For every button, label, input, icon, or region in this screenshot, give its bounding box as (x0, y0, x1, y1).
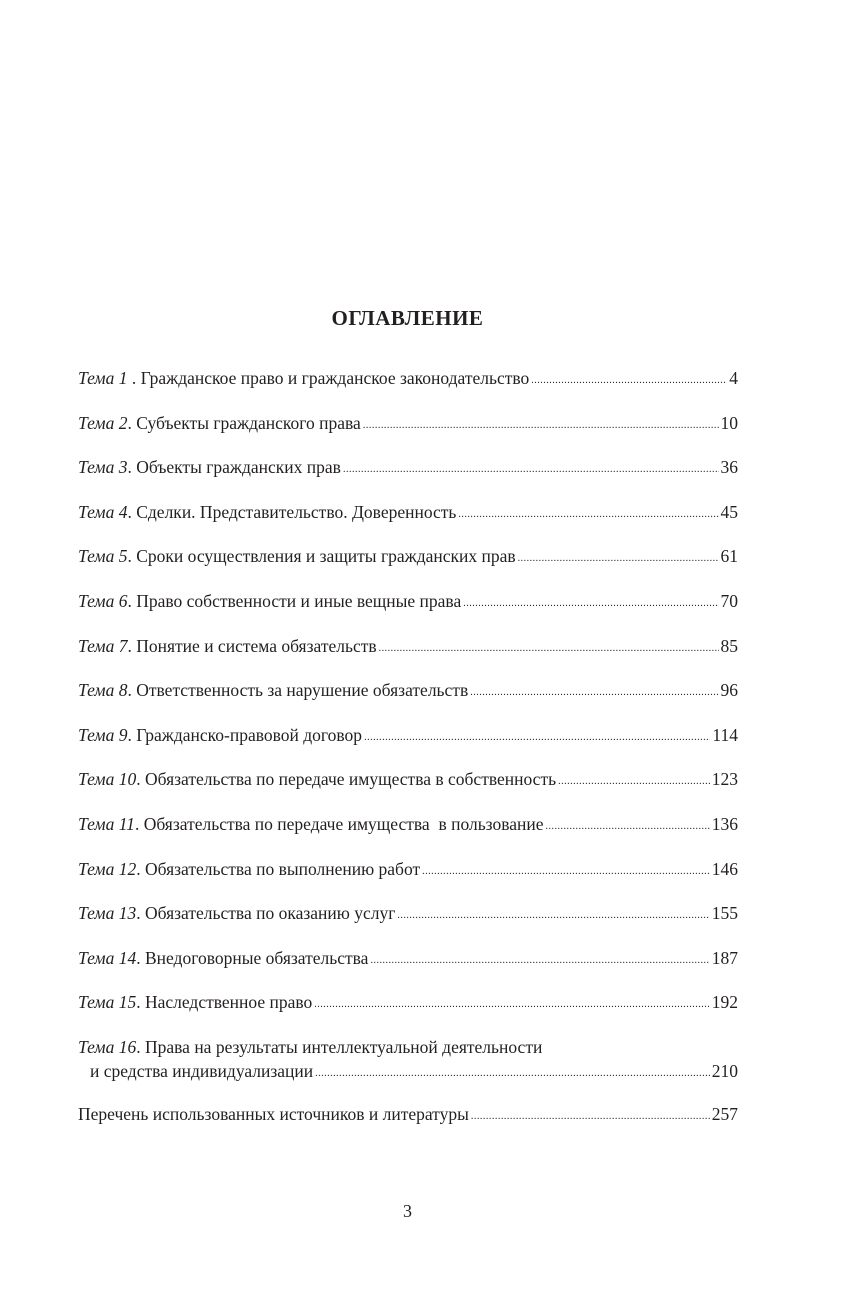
toc-item[interactable] (78, 589, 738, 634)
toc-separator: . (127, 724, 137, 745)
toc-item-title: Право собственности и иные вещные права (136, 590, 462, 611)
toc-topic-number: Тема 5 (78, 546, 128, 567)
toc-item[interactable] (78, 455, 738, 500)
toc-item-title: Понятие и система обязательств (136, 635, 377, 656)
toc-item[interactable] (78, 544, 738, 589)
toc-page-number: 123 (711, 769, 738, 790)
toc-item[interactable] (78, 723, 738, 768)
toc-page-number: 257 (711, 1103, 738, 1124)
toc-page-number: 70 (720, 590, 738, 611)
toc-separator: . (127, 590, 137, 611)
toc-topic-number: Тема 12 (78, 858, 137, 879)
toc-page-number: 136 (711, 813, 738, 834)
toc-topic-number: Тема 11 (78, 813, 135, 834)
toc-separator: . (136, 858, 145, 879)
toc-item-title: Обязательства по выполнению работ (144, 858, 421, 879)
toc-item-title: Права на результаты интеллектуальной деятельности (144, 1036, 543, 1057)
toc-page-number: 36 (720, 457, 738, 478)
toc-separator: . (136, 992, 145, 1013)
toc-topic-number: Тема 15 (78, 992, 137, 1013)
dot-leader (463, 592, 718, 616)
toc-topic-number: Тема 13 (78, 903, 137, 924)
toc-page-number: 4 (729, 368, 738, 388)
dot-leader (422, 860, 710, 884)
dot-leader (518, 547, 719, 571)
toc-item[interactable] (78, 990, 738, 1035)
toc-item-title: Обязательства по передаче имущества в пользование (143, 813, 544, 834)
dot-leader (531, 369, 727, 393)
toc-separator: . (136, 903, 145, 924)
toc-item-title: Объекты гражданских прав (136, 457, 341, 478)
toc-page-number: 146 (711, 858, 738, 879)
dot-leader (397, 904, 709, 928)
toc-item-title: Сделки. Представительство. Доверенность (136, 501, 457, 522)
toc-separator: . (127, 501, 137, 522)
toc-item[interactable] (78, 366, 738, 411)
toc-item[interactable] (78, 500, 738, 545)
toc-item-title: Ответственность за нарушение обязательств (136, 680, 469, 701)
toc-topic-number: Тема 7 (78, 635, 128, 656)
toc-separator: . (134, 813, 144, 834)
toc-separator: . (136, 769, 145, 790)
dot-leader (363, 414, 719, 438)
toc-page-number: 192 (711, 992, 738, 1013)
dot-leader (470, 681, 718, 705)
toc-topic-number: Тема 14 (78, 947, 137, 968)
toc-topic-number: Тема 6 (78, 590, 128, 611)
toc-item-references[interactable] (78, 1102, 738, 1132)
toc-item[interactable] (78, 857, 738, 902)
toc-page-number: 61 (720, 546, 738, 567)
dot-leader (343, 458, 719, 482)
toc-page-number: 45 (720, 501, 738, 522)
toc-item-title-continued: и средства индивидуализации (90, 1060, 314, 1081)
dot-leader (471, 1105, 710, 1129)
toc-item[interactable] (78, 812, 738, 857)
dot-leader (558, 770, 710, 794)
toc-separator: . (127, 680, 137, 701)
toc-item[interactable] (78, 767, 738, 812)
toc-title: ОГЛАВЛЕНИЕ (331, 306, 484, 330)
toc-topic-number: Тема 3 (78, 457, 128, 478)
toc-topic-number: Тема 2 (78, 412, 128, 433)
toc-page-number: 187 (711, 947, 738, 968)
toc-item[interactable] (78, 411, 738, 456)
toc-page-number: 210 (711, 1060, 738, 1081)
toc-page-number: 114 (712, 724, 738, 745)
dot-leader (458, 503, 718, 527)
toc-topic-number: Тема 10 (78, 769, 137, 790)
toc-item-title: Перечень использованных источников и литературы (78, 1103, 469, 1124)
dot-leader (364, 726, 710, 750)
toc-item[interactable] (78, 946, 738, 991)
dot-leader (379, 637, 719, 661)
dot-leader (370, 949, 709, 973)
toc-page-number: 85 (720, 635, 738, 656)
toc-topic-number: Тема 4 (78, 501, 128, 522)
dot-leader (315, 1062, 710, 1086)
toc-separator: . (136, 947, 145, 968)
toc-separator: . (127, 635, 137, 656)
toc-separator: . (127, 368, 141, 388)
toc-separator: . (127, 457, 137, 478)
toc-item[interactable] (78, 901, 738, 946)
toc-item-title: Гражданское право и гражданское законодательство (140, 368, 530, 388)
toc-topic-number: Тема 9 (78, 724, 128, 745)
toc-item[interactable] (78, 634, 738, 679)
toc-separator: . (127, 546, 137, 567)
toc-item[interactable] (78, 1035, 738, 1102)
toc-item-title: Наследственное право (144, 992, 313, 1013)
toc-item-title: Внедоговорные обязательства (144, 947, 369, 968)
toc-item-title: Обязательства по передаче имущества в собственность (144, 769, 557, 790)
toc-page-number: 10 (720, 412, 738, 433)
toc-item-title: Сроки осуществления и защиты гражданских прав (136, 546, 516, 567)
page-number-footer: 3 (403, 1201, 412, 1221)
toc-list (78, 366, 738, 1132)
toc-item[interactable] (78, 678, 738, 723)
toc-item-title: Гражданско-правовой договор (136, 724, 363, 745)
toc-page-number: 96 (720, 680, 738, 701)
toc-topic-number: Тема 8 (78, 680, 128, 701)
toc-topic-number: Тема 16 (78, 1036, 137, 1057)
toc-item-title: Обязательства по оказанию услуг (144, 903, 396, 924)
toc-separator: . (136, 1036, 145, 1057)
toc-separator: . (127, 412, 137, 433)
toc-item-title: Субъекты гражданского права (136, 412, 361, 433)
toc-topic-number: Тема 1 (78, 368, 128, 388)
dot-leader (546, 815, 710, 839)
toc-page-number: 155 (711, 903, 738, 924)
dot-leader (314, 993, 709, 1017)
